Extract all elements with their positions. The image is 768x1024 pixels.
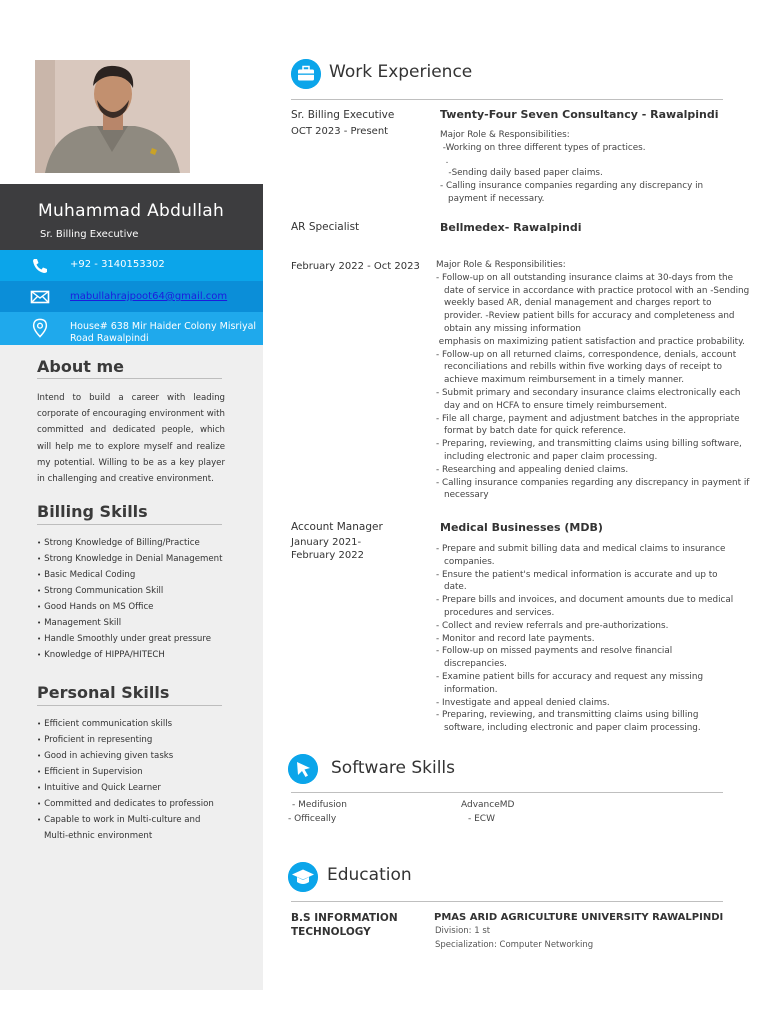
billing-skills-divider [37,524,222,525]
list-item: • Capable to work in Multi-culture and [37,815,214,831]
software-item: - ECW [468,814,495,824]
about-heading: About me [37,357,124,376]
list-item: - Preparing, reviewing, and transmitting claims using billing software, including electronic and paper claim processing. [436,710,702,734]
list-item: - Researching and appealing denied claims. [436,464,629,475]
list-item: - Calling insurance companies regarding any discrepancy in payment if necessary [436,477,753,501]
degree: B.S INFORMATION TECHNOLOGY [291,912,398,938]
list-item: - Monitor and record late payments. [436,633,595,644]
work-divider [291,99,723,100]
list-item: - Prepare bills and invoices, and document amounts due to medical procedures and services. [436,595,737,618]
software-skills-heading: Software Skills [331,758,456,778]
contact-phone-row [0,250,263,281]
responsibility-list [440,129,710,206]
job-title: Account Manager [291,521,383,533]
division: Division: 1 st [435,926,491,936]
cursor-icon [288,754,318,784]
list-item: - Investigate and appeal denied claims. [436,697,610,708]
contact-email-row [0,281,263,312]
job-date: February 2022 - Oct 2023 [291,261,420,272]
software-divider [291,792,723,793]
list-item: Multi-ethnic environment [44,831,153,841]
graduation-cap-icon [288,862,318,892]
billing-skills-list [37,538,222,666]
list-item: . [440,155,449,166]
list-item: - Preparing, reviewing, and transmitting claims using billing software, including electronic and paper claim processing. [436,439,745,462]
email-icon [30,287,50,307]
phone-number: +92 - 3140153302 [70,259,165,270]
list-item: • Handle Smoothly under great pressure [37,634,222,650]
phone-icon [30,256,50,276]
list-item: - Submit primary and secondary insurance claims electronically each day and on HCFA to ensure timely reimbursement. [436,387,744,411]
about-text: Intend to build a career with leading corporate of encouraging environment with committed and dedicated people, which will help me to explore myself and realize my potential. Willing to be as a key player in challenging and creative environment. [37,393,225,485]
specialization: Specialization: Computer Networking [435,940,594,950]
job-role: Sr. Billing Executive [40,229,139,240]
list-item: • Strong Communication Skill [37,586,222,602]
list-item: - Collect and review referrals and pre-authorizations. [436,620,669,631]
list-item: • Strong Knowledge in Denial Management [37,554,222,570]
university-name: PMAS ARID AGRICULTURE UNIVERSITY RAWALPINDI [434,912,724,923]
briefcase-icon [291,59,321,89]
list-item: - Follow-up on missed payments and resolve financial discrepancies. [436,646,675,670]
contact-address-row [0,312,263,345]
location-pin-icon [30,318,50,338]
sidebar [0,0,263,990]
education-divider [291,901,723,902]
software-item: - Medifusion [292,800,347,810]
list-item: • Efficient communication skills [37,719,214,735]
list-item: • Knowledge of HIPPA/HITECH [37,650,222,666]
list-item: • Management Skill [37,618,222,634]
list-item: -Sending daily based paper claims. [440,168,603,179]
full-name: Muhammad Abdullah [38,201,225,221]
list-item: • Strong Knowledge of Billing/Practice [37,538,222,554]
billing-skills-heading: Billing Skills [37,502,148,521]
list-item: - File all charge, payment and adjustment batches in the appropriate format by batch date for quick reference. [436,413,743,437]
software-item: AdvanceMD [461,800,515,810]
about-divider [37,378,222,379]
list-item: • Committed and dedicates to profession [37,799,214,815]
company-name: Bellmedex- Rawalpindi [440,221,582,234]
list-item: • Good in achieving given tasks [37,751,214,767]
list-item: - Ensure the patient's medical information is accurate and up to date. [436,569,721,593]
job-title: Sr. Billing Executive [291,109,395,121]
list-item: -Working on three different types of practices. [440,142,646,153]
responsibility-list [436,259,753,502]
name-banner [0,184,263,250]
education-heading: Education [327,865,412,885]
job-date: January 2021- February 2022 [291,537,364,561]
list-item: • Intuitive and Quick Learner [37,783,214,799]
list-item: - Examine patient bills for accuracy and request any missing information. [436,671,706,695]
list-item: - Calling insurance companies regarding any discrepancy in payment if necessary. [440,181,706,204]
personal-skills-list [37,719,214,847]
profile-photo [35,60,190,173]
company-name: Twenty-Four Seven Consultancy - Rawalpindi [440,108,719,121]
personal-skills-heading: Personal Skills [37,683,170,702]
email-link[interactable]: mabullahrajpoot64@gmail.com [70,291,228,302]
list-item: • Efficient in Supervision [37,767,214,783]
list-item: Major Role & Responsibilities: [436,260,566,270]
list-item: • Basic Medical Coding [37,570,222,586]
job-date: OCT 2023 - Present [291,126,389,137]
address: House# 638 Mir Haider Colony Misriyal Road Rawalpindi [70,321,257,344]
responsibility-list [436,543,736,735]
list-item: - Follow-up on all outstanding insurance claims at 30-days from the date of service in accordance with practice protocol with an -Sending weekly based AR, denial management and charges report to provider. -Review patient bills for accuracy and completeness and obtain any missing information [436,272,752,334]
job-title: AR Specialist [291,221,360,233]
list-item: emphasis on maximizing patient satisfaction and practice probability. [436,336,745,347]
list-item: - Follow-up on all returned claims, correspondence, denials, account reconciliations and rebills within five working days of receipt to achieve maximum reimbursement in a timely manner. [436,349,739,386]
company-name: Medical Businesses (MDB) [440,521,603,534]
software-item: - Officeally [288,814,337,824]
work-experience-heading: Work Experience [329,62,473,82]
list-item: • Good Hands on MS Office [37,602,222,618]
personal-skills-divider [37,705,222,706]
list-item: Major Role & Responsibilities: [440,130,570,140]
list-item: - Prepare and submit billing data and medical claims to insurance companies. [436,544,729,567]
list-item: • Proficient in representing [37,735,214,751]
